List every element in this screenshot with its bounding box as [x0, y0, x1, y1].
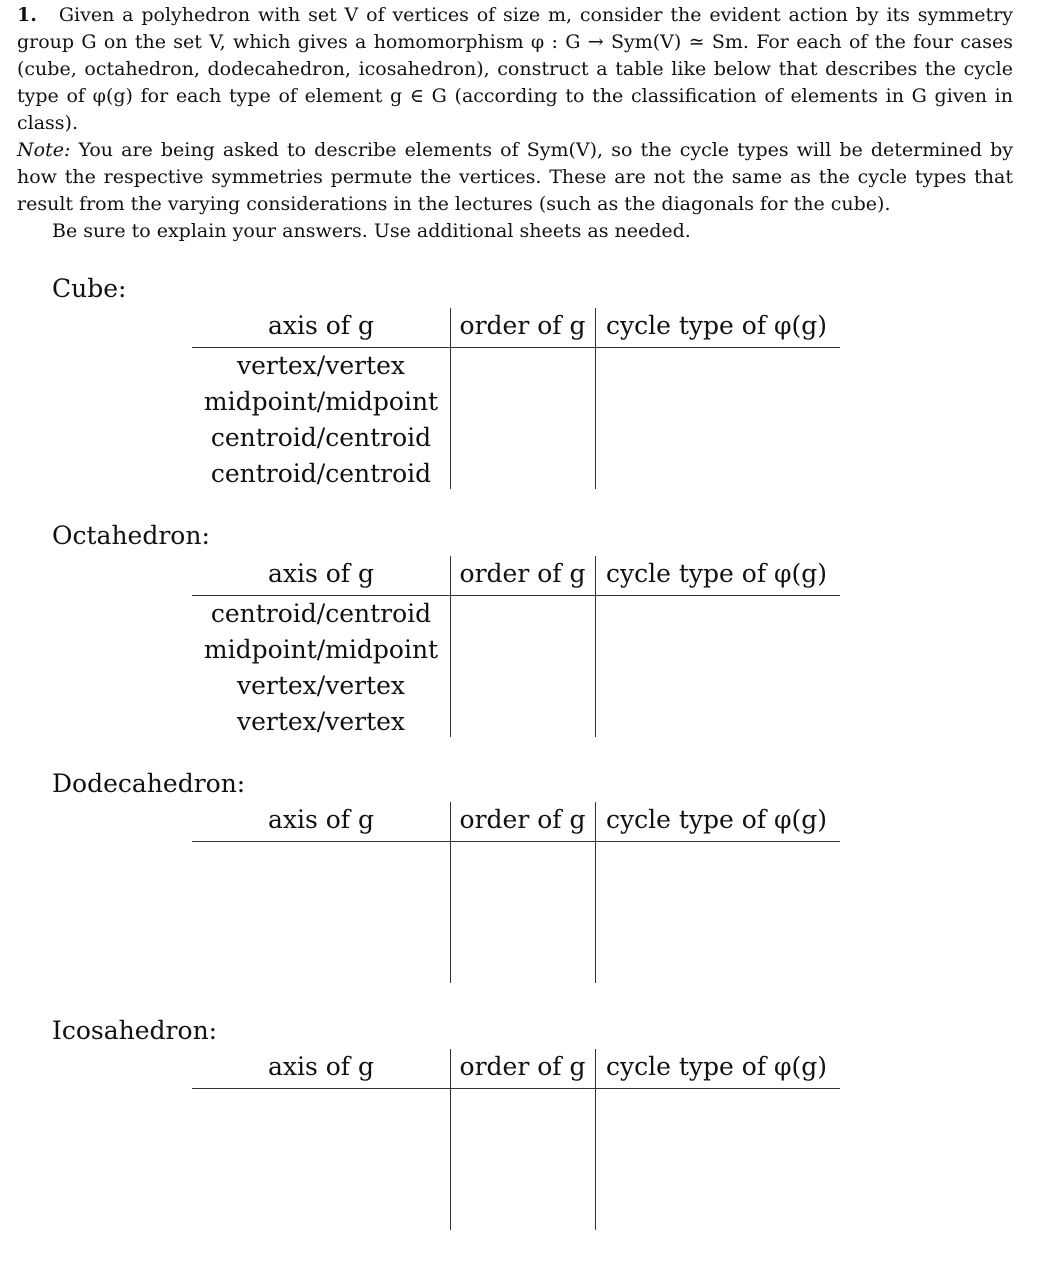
note-label: Note:: [17, 139, 71, 161]
table-row: midpoint/midpoint: [203, 387, 439, 416]
octahedron-table: [192, 556, 840, 737]
dodecahedron-table: [192, 802, 840, 983]
order-header: order of g: [459, 559, 586, 588]
axis-header: axis of g: [267, 311, 375, 340]
column-divider: [450, 1049, 451, 1230]
icosahedron-title: Icosahedron:: [52, 1016, 218, 1045]
column-divider: [450, 802, 451, 983]
column-divider: [595, 802, 596, 983]
problem-intro: Given a polyhedron with set V of vertices of size m, consider the evident action by its symmetry group G on the set V, which gives a homomorphism φ : G → Sym(V) ≃ Sm. For each of the four cases (cube, octahedron, dodecahedron, icosahedron), construct a table like below that describes the cycle type of φ(g) for each type of element g ∈ G (according to the classification of elements in G given in class).: [17, 4, 1013, 134]
cycle-header: cycle type of φ(g): [606, 311, 828, 340]
cycle-header: cycle type of φ(g): [606, 559, 828, 588]
column-divider: [595, 1049, 596, 1230]
table-row: vertex/vertex: [236, 671, 406, 700]
table-row: vertex/vertex: [236, 351, 406, 380]
column-divider: [595, 308, 596, 489]
instruction-text: Be sure to explain your answers. Use additional sheets as needed.: [52, 220, 691, 242]
column-divider: [450, 556, 451, 737]
cube-table: [192, 308, 840, 489]
note-paragraph: [17, 137, 1013, 218]
axis-header: axis of g: [267, 805, 375, 834]
axis-header: axis of g: [267, 1052, 375, 1081]
octahedron-title: Octahedron:: [52, 521, 210, 550]
table-row: centroid/centroid: [210, 599, 432, 628]
table-row: centroid/centroid: [210, 459, 432, 488]
table-row: midpoint/midpoint: [203, 635, 439, 664]
order-header: order of g: [459, 805, 586, 834]
header-rule: [192, 1088, 840, 1089]
table-row: vertex/vertex: [236, 707, 406, 736]
note-text: You are being asked to describe elements of Sym(V), so the cycle types will be determined by how the respective symmetries permute the vertices. These are not the same as the cycle types that result from the varying considerations in the lectures (such as the diagonals for the cube).: [17, 139, 1013, 215]
header-rule: [192, 841, 840, 842]
order-header: order of g: [459, 311, 586, 340]
problem-number: 1.: [17, 4, 37, 26]
icosahedron-table: [192, 1049, 840, 1230]
problem-statement: [17, 2, 1013, 137]
column-divider: [450, 308, 451, 489]
dodecahedron-title: Dodecahedron:: [52, 769, 246, 798]
cycle-header: cycle type of φ(g): [606, 805, 828, 834]
column-divider: [595, 556, 596, 737]
axis-header: axis of g: [267, 559, 375, 588]
order-header: order of g: [459, 1052, 586, 1081]
cycle-header: cycle type of φ(g): [606, 1052, 828, 1081]
table-row: centroid/centroid: [210, 423, 432, 452]
cube-title: Cube:: [52, 274, 127, 303]
